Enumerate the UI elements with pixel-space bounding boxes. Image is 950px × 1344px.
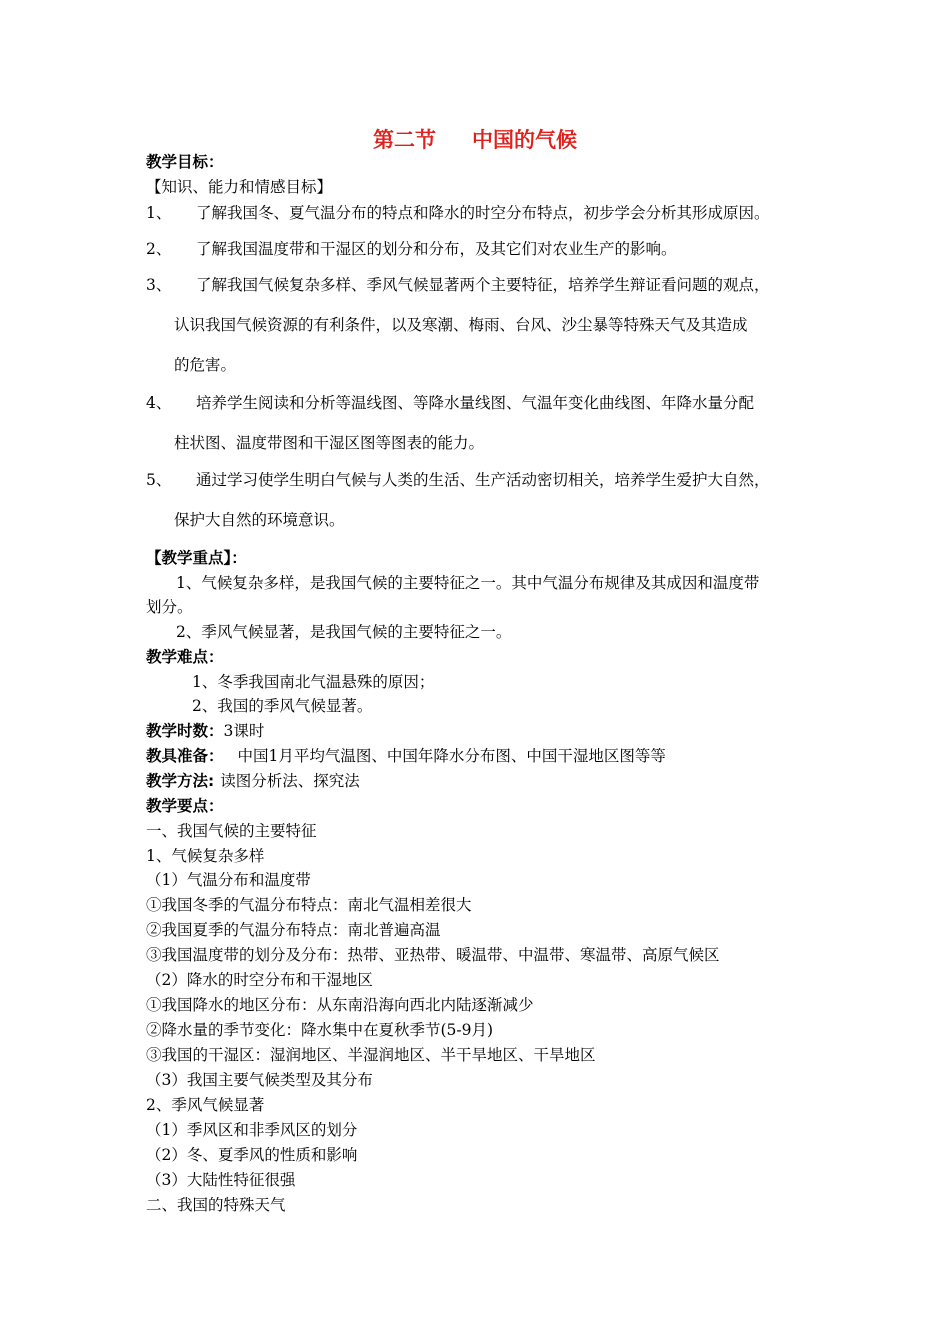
goal-item xyxy=(146,470,770,490)
goal-number: 5、 xyxy=(146,471,172,489)
teaching-method-label: 教学方法: xyxy=(146,772,215,790)
outline-item: ①我国降水的地区分布：从东南沿海向西北内陆逐渐减少 xyxy=(146,996,534,1014)
outline-item: ②我国夏季的气温分布特点：南北普遍高温 xyxy=(146,921,441,939)
key-point-continuation: 划分。 xyxy=(146,598,193,616)
outline-item: （1）季风区和非季风区的划分 xyxy=(146,1121,358,1139)
outline-item: 一、我国气候的主要特征 xyxy=(146,822,317,840)
goal-text: 培养学生阅读和分析等温线图、等降水量线图、气温年变化曲线图、年降水量分配 xyxy=(196,394,755,412)
outline-item: ②降水量的季节变化：降水集中在夏秋季节(5-9月) xyxy=(146,1021,494,1039)
goal-continuation: 保护大自然的环境意识。 xyxy=(174,511,345,529)
outline-heading: 教学要点： xyxy=(146,797,224,815)
outline-item: （2）冬、夏季风的性质和影响 xyxy=(146,1146,358,1164)
outline-item: 2、季风气候显著 xyxy=(146,1096,265,1114)
key-point: 1、气候复杂多样，是我国气候的主要特征之一。其中气温分布规律及其成因和温度带 xyxy=(176,574,760,592)
page-title xyxy=(0,124,950,154)
goal-text: 了解我国冬、夏气温分布的特点和降水的时空分布特点，初步学会分析其形成原因。 xyxy=(196,204,770,222)
title-text: 中国的气候 xyxy=(472,128,577,152)
teaching-hours-label: 教学时数： xyxy=(146,722,224,740)
outline-item: ③我国温度带的划分及分布：热带、亚热带、暖温带、中温带、寒温带、高原气候区 xyxy=(146,946,720,964)
difficult-point: 1、冬季我国南北气温悬殊的原因； xyxy=(192,673,435,691)
outline-item: （3）大陆性特征很强 xyxy=(146,1171,296,1189)
teaching-tools xyxy=(146,746,666,766)
difficult-point: 2、我国的季风气候显著。 xyxy=(192,697,373,715)
teaching-tools-value: 中国1月平均气温图、中国年降水分布图、中国干湿地区图等等 xyxy=(237,747,666,765)
goal-text: 了解我国温度带和干湿区的划分和分布，及其它们对农业生产的影响。 xyxy=(196,240,677,258)
teaching-hours xyxy=(146,721,264,741)
goal-continuation: 认识我国气候资源的有利条件，以及寒潮、梅雨、台风、沙尘暴等特殊天气及其造成 xyxy=(174,316,748,334)
goal-number: 2、 xyxy=(146,240,172,258)
outline-item: 1、气候复杂多样 xyxy=(146,847,265,865)
key-point: 2、季风气候显著，是我国气候的主要特征之一。 xyxy=(176,623,512,641)
goal-text: 了解我国气候复杂多样、季风气候显著两个主要特征，培养学生辩证看问题的观点， xyxy=(196,276,770,294)
goal-continuation: 的危害。 xyxy=(174,356,237,374)
outline-item: ③我国的干湿区：湿润地区、半湿润地区、半干旱地区、干旱地区 xyxy=(146,1046,596,1064)
goal-number: 4、 xyxy=(146,394,172,412)
teaching-tools-label: 教具准备： xyxy=(146,747,224,765)
goal-item xyxy=(146,275,770,295)
teaching-method-value: 读图分析法、探究法 xyxy=(220,772,360,790)
goal-item xyxy=(146,239,677,259)
goal-number: 1、 xyxy=(146,204,172,222)
key-points-heading-colon: ： xyxy=(231,549,247,567)
goal-number: 3、 xyxy=(146,276,172,294)
teaching-method xyxy=(146,771,360,791)
key-points-heading xyxy=(146,548,247,568)
goals-heading: 教学目标： xyxy=(146,153,224,171)
goal-item xyxy=(146,393,754,413)
outline-item: （2）降水的时空分布和干湿地区 xyxy=(146,971,373,989)
goals-subheading: 【知识、能力和情感目标】 xyxy=(146,178,333,196)
key-points-heading-text: 【教学重点】 xyxy=(146,549,232,567)
title-section-number: 第二节 xyxy=(373,128,436,152)
teaching-hours-value: 3课时 xyxy=(223,722,265,740)
goal-continuation: 柱状图、温度带图和干湿区图等图表的能力。 xyxy=(174,434,485,452)
outline-item: ①我国冬季的气温分布特点：南北气温相差很大 xyxy=(146,896,472,914)
goal-text: 通过学习使学生明白气候与人类的生活、生产活动密切相关，培养学生爱护大自然， xyxy=(196,471,770,489)
goal-item xyxy=(146,203,770,223)
outline-item: （1）气温分布和温度带 xyxy=(146,871,311,889)
difficult-points-heading: 教学难点： xyxy=(146,648,224,666)
outline-item: 二、我国的特殊天气 xyxy=(146,1196,286,1214)
outline-item: （3）我国主要气候类型及其分布 xyxy=(146,1071,373,1089)
